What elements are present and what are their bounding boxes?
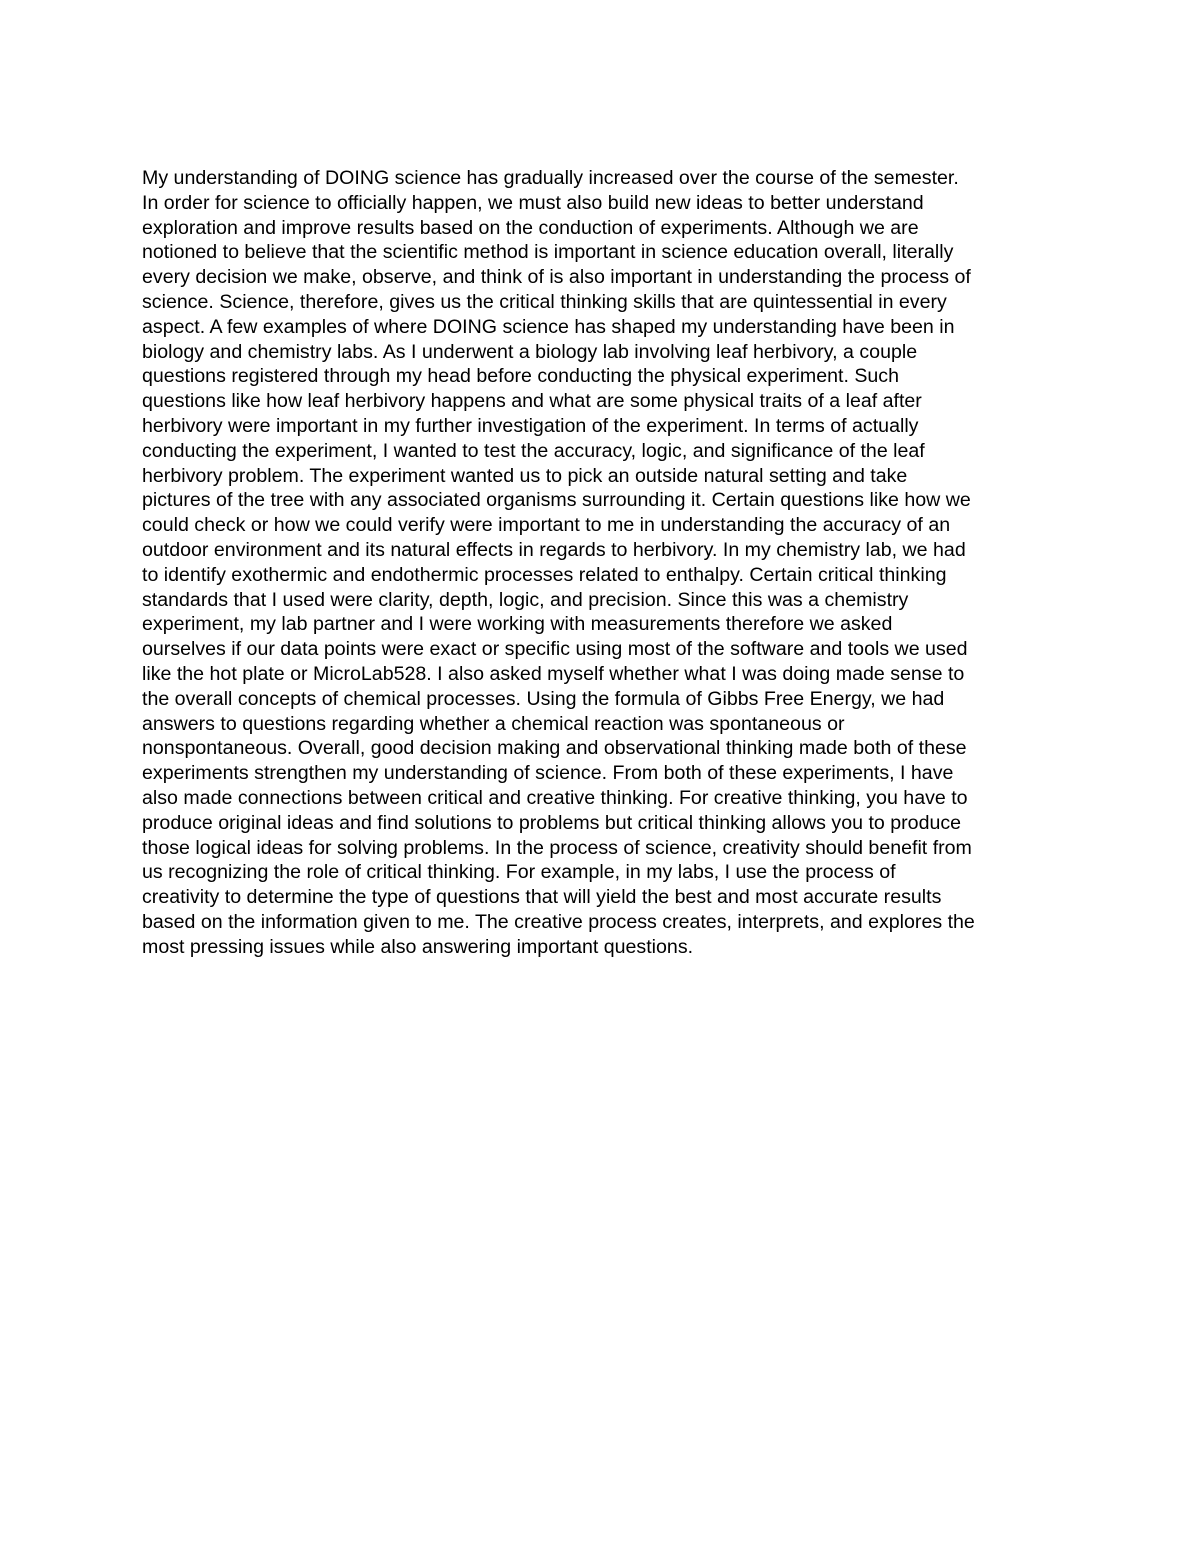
paragraph-line: creativity to determine the type of questions that will yield the best and most accurate results — [142, 886, 942, 909]
paragraph-line: In order for science to officially happen, we must also build new ideas to better understand — [142, 191, 924, 214]
paragraph-line: experiment, my lab partner and I were working with measurements therefore we asked — [142, 613, 893, 636]
paragraph-line: experiments strengthen my understanding of science. From both of these experiments, I have — [142, 762, 954, 785]
paragraph-line: biology and chemistry labs. As I underwent a biology lab involving leaf herbivory, a couple — [142, 340, 918, 363]
paragraph-line: herbivory problem. The experiment wanted us to pick an outside natural setting and take — [142, 464, 908, 487]
paragraph-line: like the hot plate or MicroLab528. I also asked myself whether what I was doing made sense to — [142, 662, 965, 685]
paragraph-line: to identify exothermic and endothermic processes related to enthalpy. Certain critical thinking — [142, 563, 947, 586]
paragraph-line: pictures of the tree with any associated organisms surrounding it. Certain questions like how we — [142, 489, 971, 512]
paragraph-line: ourselves if our data points were exact or specific using most of the software and tools we used — [142, 638, 968, 661]
paragraph-line: could check or how we could verify were important to me in understanding the accuracy of an — [142, 514, 951, 537]
paragraph-line: outdoor environment and its natural effects in regards to herbivory. In my chemistry lab, we had — [142, 538, 966, 561]
paragraph-line: based on the information given to me. The creative process creates, interprets, and explores the — [142, 910, 975, 933]
paragraph-line: most pressing issues while also answering important questions. — [142, 935, 694, 958]
paragraph-line: aspect. A few examples of where DOING science has shaped my understanding have been in — [142, 315, 955, 338]
paragraph-line: exploration and improve results based on the conduction of experiments. Although we are — [142, 216, 919, 239]
paragraph-line: notioned to believe that the scientific method is important in science education overall, literally — [142, 241, 954, 264]
paragraph-line: conducting the experiment, I wanted to test the accuracy, logic, and significance of the leaf — [142, 439, 925, 462]
paragraph-line: those logical ideas for solving problems. In the process of science, creativity should benefit from — [142, 836, 972, 859]
paragraph-line: science. Science, therefore, gives us the critical thinking skills that are quintessential in every — [142, 290, 947, 313]
paragraph-line: every decision we make, observe, and think of is also important in understanding the process of — [142, 266, 971, 289]
paragraph-line: questions registered through my head before conducting the physical experiment. Such — [142, 365, 899, 388]
paragraph-line: the overall concepts of chemical processes. Using the formula of Gibbs Free Energy, we had — [142, 687, 945, 710]
paragraph-line: also made connections between critical and creative thinking. For creative thinking, you have to — [142, 786, 968, 809]
essay-paragraph — [142, 166, 1082, 960]
paragraph-line: My understanding of DOING science has gradually increased over the course of the semester. — [142, 167, 959, 189]
paragraph-line: produce original ideas and find solutions to problems but critical thinking allows you to produce — [142, 811, 962, 834]
paragraph-line: questions like how leaf herbivory happens and what are some physical traits of a leaf after — [142, 390, 922, 413]
paragraph-line: us recognizing the role of critical thinking. For example, in my labs, I use the process of — [142, 861, 896, 884]
paragraph-line: nonspontaneous. Overall, good decision making and observational thinking made both of these — [142, 737, 967, 760]
paragraph-line: herbivory were important in my further investigation of the experiment. In terms of actually — [142, 414, 919, 437]
paragraph-line: answers to questions regarding whether a chemical reaction was spontaneous or — [142, 712, 845, 735]
paragraph-line: standards that I used were clarity, depth, logic, and precision. Since this was a chemistry — [142, 588, 909, 611]
